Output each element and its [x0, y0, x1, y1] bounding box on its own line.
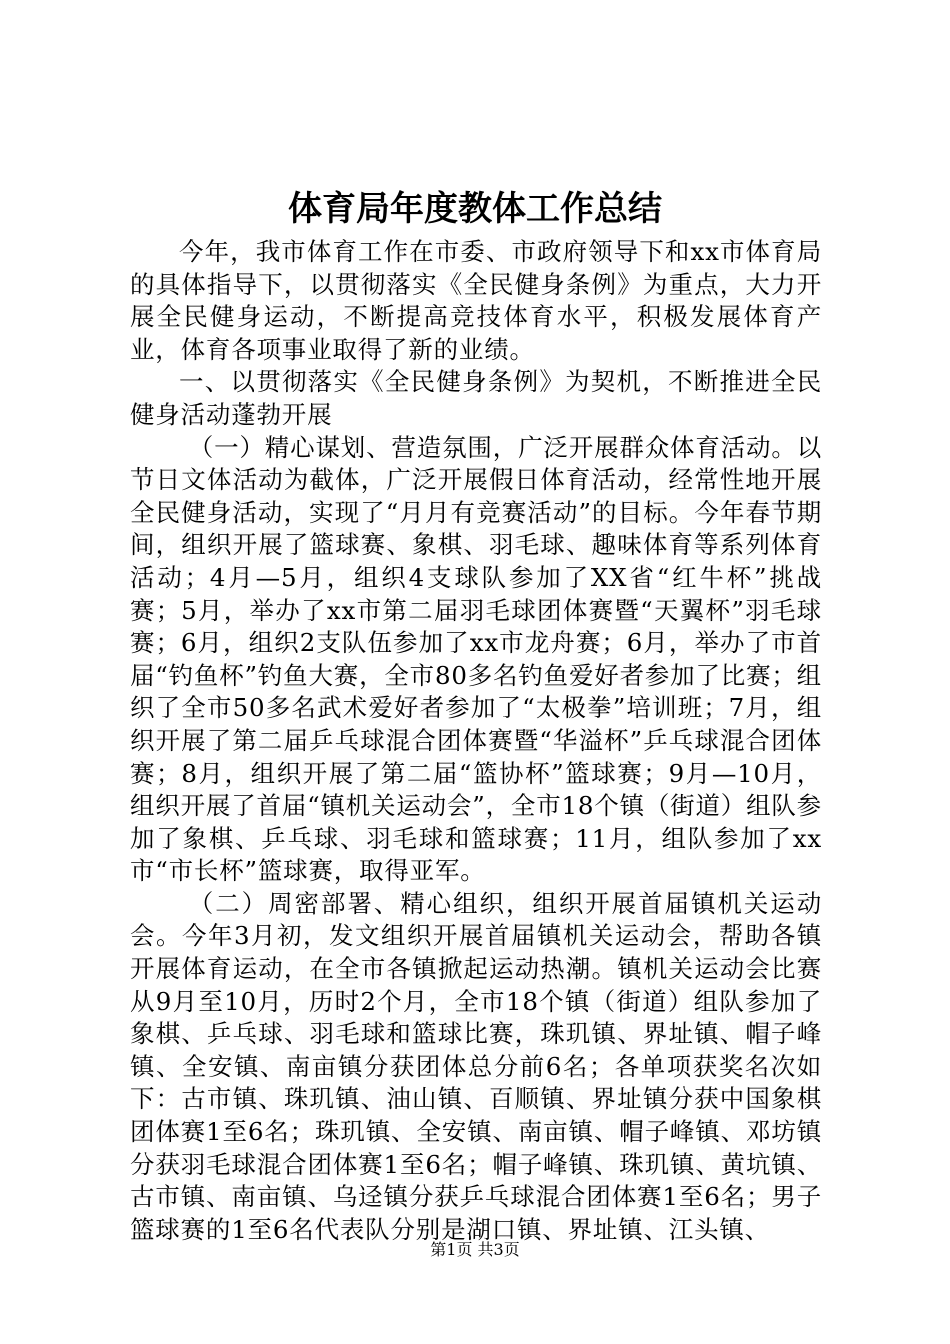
subsection-paragraph-2: （二）周密部署、精心组织，组织开展首届镇机关运动会。今年3月初，发文组织开展首届镇机关运动会，帮助各镇开展体育运动，在全市各镇掀起运动热潮。镇机关运动会比赛从9月至10月，历时2个月，全市18个镇（街道）组队参加了象棋、乒乓球、羽毛球和篮球比赛，珠玑镇、界址镇、帽子峰镇、全安镇、南亩镇分获团体总分前6名；各单项获奖名次如下：古市镇、珠玑镇、油山镇、百顺镇、界址镇分获中国象棋团体赛1至6名；珠玑镇、全安镇、南亩镇、帽子峰镇、邓坊镇分获羽毛球混合团体赛1至6名；帽子峰镇、珠玑镇、黄坑镇、古市镇、南亩镇、乌迳镇分获乒乓球混合团体赛1至6名；男子篮球赛的1至6名代表队分别是湖口镇、界址镇、江头镇、	[130, 888, 822, 1244]
document-title: 体育局年度教体工作总结	[288, 189, 662, 229]
page-footer: 第1页 共3页	[430, 1240, 520, 1259]
section-heading-1: 一、以贯彻落实《全民健身条例》为契机，不断推进全民健身活动蓬勃开展	[130, 367, 822, 429]
intro-paragraph: 今年，我市体育工作在市委、市政府领导下和xx市体育局的具体指导下，以贯彻落实《全民健身条例》为重点，大力开展全民健身运动，不断提高竞技体育水平，积极发展体育产业，体育各项事业取得了新的业绩。	[130, 237, 822, 364]
document-body	[130, 236, 822, 1246]
subsection-paragraph-1: （一）精心谋划、营造氛围，广泛开展群众体育活动。以节日文体活动为截体，广泛开展假日体育活动，经常性地开展全民健身活动，实现了“月月有竞赛活动”的目标。今年春节期间，组织开展了篮球赛、象棋、羽毛球、趣味体育等系列体育活动；4月—5月，组织4支球队参加了XX省“红牛杯”挑战赛；5月，举办了xx市第二届羽毛球团体赛暨“天翼杯”羽毛球赛；6月，组织2支队伍参加了xx市龙舟赛；6月，举办了市首届“钓鱼杯”钓鱼大赛，全市80多名钓鱼爱好者参加了比赛；组织了全市50多名武术爱好者参加了“太极拳”培训班；7月，组织开展了第二届乒乓球混合团体赛暨“华溢杯”乒乓球混合团体赛；8月，组织开展了第二届“篮协杯”篮球赛；9月—10月，组织开展了首届“镇机关运动会”，全市18个镇（街道）组队参加了象棋、乒乓球、羽毛球和篮球赛；11月，组队参加了xx市“市长杯”篮球赛，取得亚军。	[130, 432, 822, 886]
